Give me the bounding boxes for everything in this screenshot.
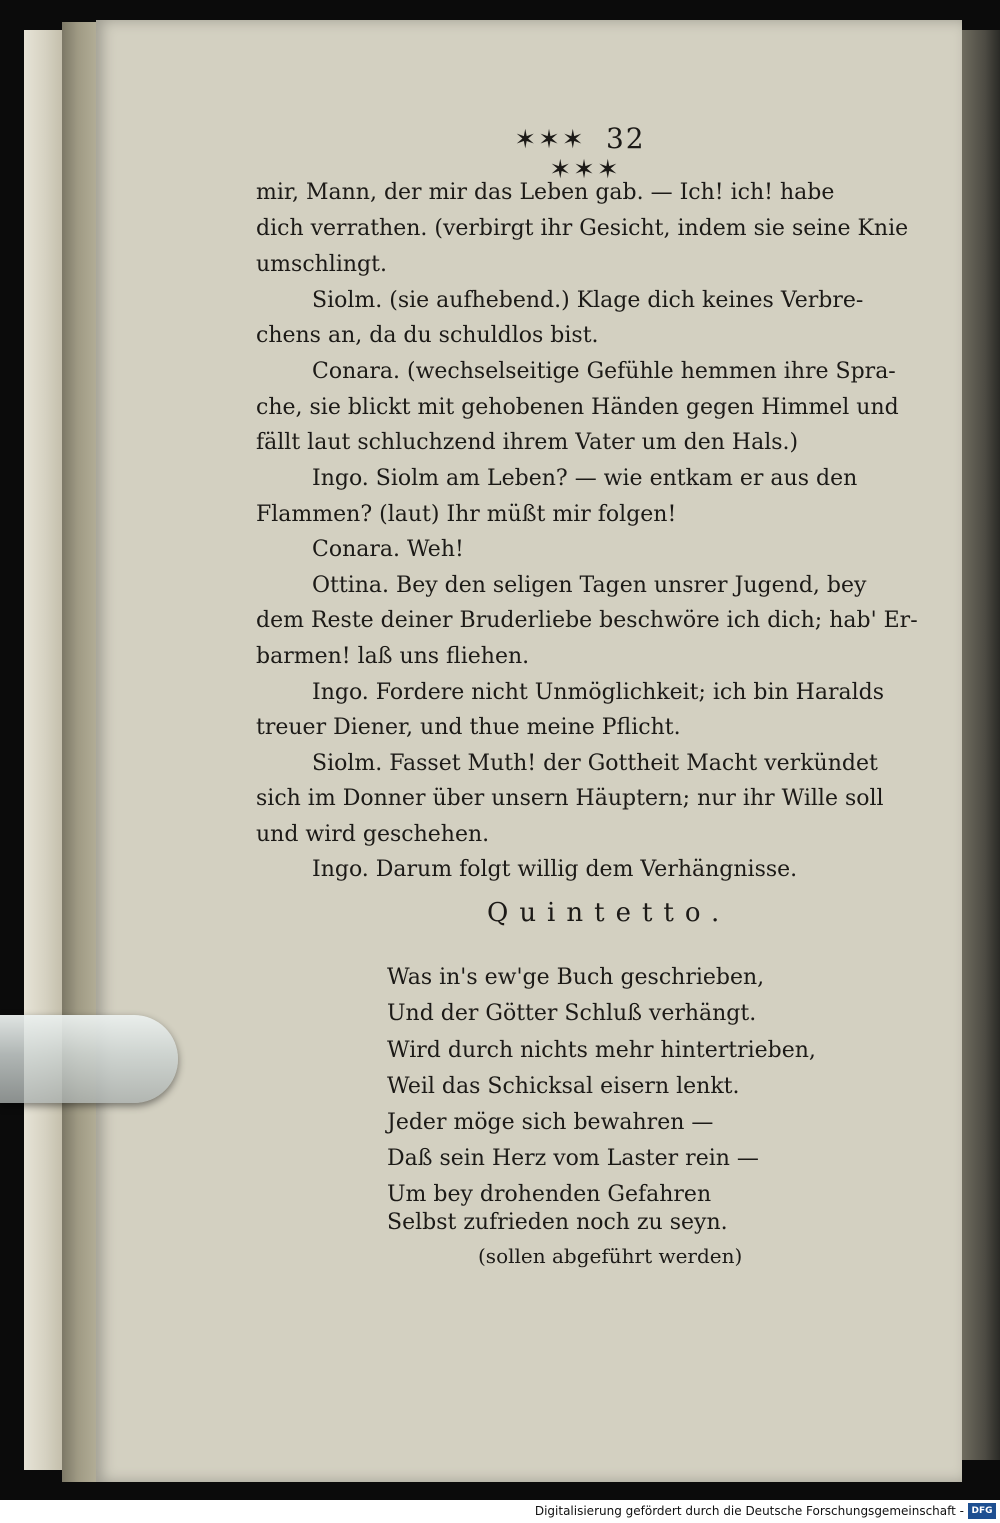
stage-direction: (sollen abgeführt werden) xyxy=(478,1244,743,1268)
header-ornament-right: ✶✶✶ xyxy=(549,155,621,185)
verse-line: Und der Götter Schluß verhängt. xyxy=(387,1001,757,1026)
page-number: 32 xyxy=(605,122,646,155)
footer-bar xyxy=(0,1500,1000,1523)
text-line: Ingo. Darum folgt willig dem Verhängnisse. xyxy=(312,857,798,882)
section-title: Quintetto. xyxy=(487,898,731,928)
verse-line: Was in's ew'ge Buch geschrieben, xyxy=(387,965,765,990)
dfg-logo: DFG xyxy=(968,1503,996,1519)
text-line: che, sie blickt mit gehobenen Händen gegen Himmel und xyxy=(256,395,899,420)
book-right-edge xyxy=(962,30,1000,1460)
verse-line: Selbst zufrieden noch zu seyn. xyxy=(387,1210,728,1235)
text-line: und wird geschehen. xyxy=(256,822,490,847)
text-line: dich verrathen. (verbirgt ihr Gesicht, indem sie seine Knie xyxy=(256,216,909,241)
page-holder-clip xyxy=(0,1015,178,1103)
text-line: chens an, da du schuldlos bist. xyxy=(256,323,599,348)
text-line: treuer Diener, und thue meine Pflicht. xyxy=(256,715,681,740)
text-line: Ingo. Siolm am Leben? — wie entkam er aus den xyxy=(312,466,858,491)
text-line: Siolm. Fasset Muth! der Gottheit Macht verkündet xyxy=(312,751,878,776)
verse-line: Daß sein Herz vom Laster rein — xyxy=(387,1146,759,1171)
text-line: sich im Donner über unsern Häuptern; nur ihr Wille soll xyxy=(256,786,884,811)
text-line: Conara. (wechselseitige Gefühle hemmen ihre Spra- xyxy=(312,359,896,384)
verse-line: Wird durch nichts mehr hintertrieben, xyxy=(387,1038,816,1063)
text-line: Conara. Weh! xyxy=(312,537,464,562)
text-line: fällt laut schluchzend ihrem Vater um den Hals.) xyxy=(256,430,799,455)
text-line: mir, Mann, der mir das Leben gab. — Ich! ich! habe xyxy=(256,180,835,205)
header-ornament-left: ✶✶✶ xyxy=(514,125,586,155)
text-line: Ottina. Bey den seligen Tagen unsrer Jugend, bey xyxy=(312,573,867,598)
verse-line: Jeder möge sich bewahren — xyxy=(387,1110,714,1135)
funding-credit: Digitalisierung gefördert durch die Deutsche Forschungsgemeinschaft - xyxy=(534,1504,964,1518)
verse-line: Um bey drohenden Gefahren xyxy=(387,1182,712,1207)
text-line: dem Reste deiner Bruderliebe beschwöre ich dich; hab' Er- xyxy=(256,608,918,633)
text-line: Ingo. Fordere nicht Unmöglichkeit; ich bin Haralds xyxy=(312,680,885,705)
verse-line: Weil das Schicksal eisern lenkt. xyxy=(387,1074,740,1099)
text-line: Flammen? (laut) Ihr müßt mir folgen! xyxy=(256,502,677,527)
text-line: Siolm. (sie aufhebend.) Klage dich keines Verbre- xyxy=(312,288,864,313)
text-line: umschlingt. xyxy=(256,252,387,277)
text-line: barmen! laß uns fliehen. xyxy=(256,644,530,669)
